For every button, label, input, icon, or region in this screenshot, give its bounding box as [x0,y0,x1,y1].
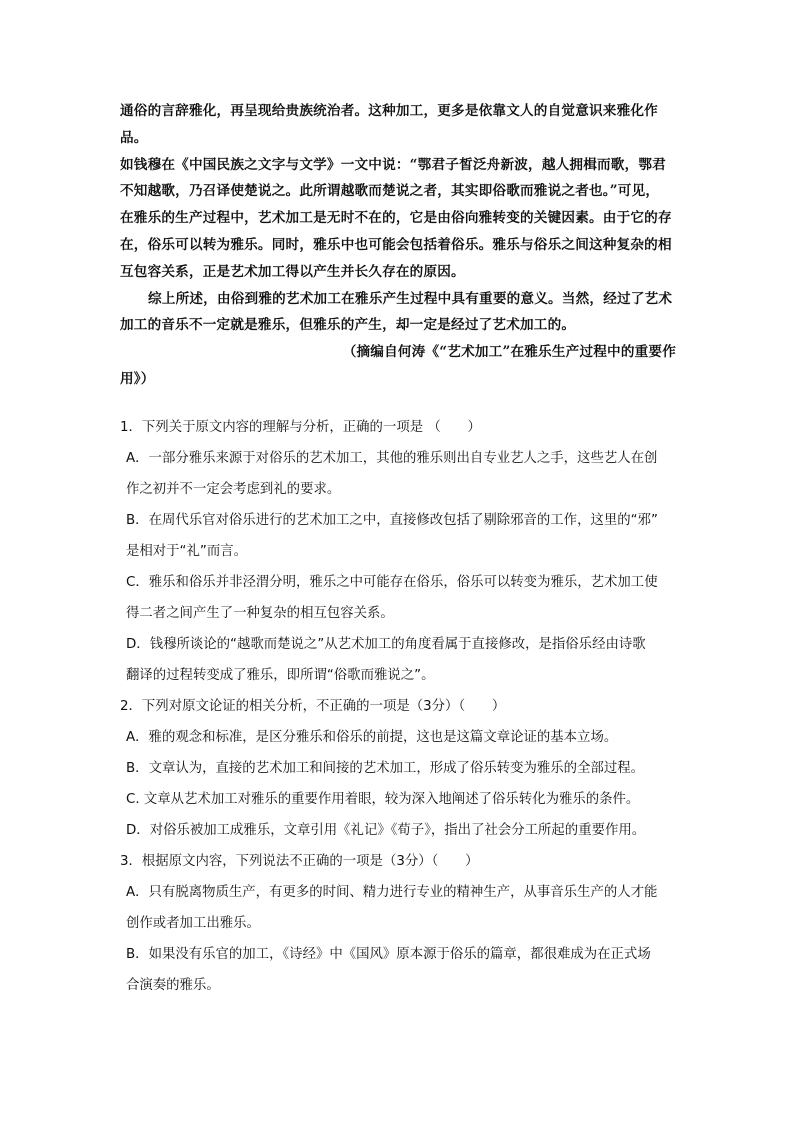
passage-line: 加工的音乐不一定就是雅乐，但雅乐的产生，却一定是经过了艺术加工的。 [120,317,576,334]
option-line: 创作或者加工出雅乐。 [126,916,260,931]
question-stem: 3．根据原文内容，下列说法不正确的一项是（3分）（ ） [120,854,479,869]
passage-line: 互包容关系，正是艺术加工得以产生并长久存在的原因。 [120,263,465,280]
question-option [120,939,680,1001]
passage-line: 综上所述，由俗到雅的艺术加工在雅乐产生过程中具有重要的意义。当然，经过了艺术 [148,290,673,307]
option-line: 翻译的过程转变成了雅乐，即所谓“俗歌而雅说之”。 [126,668,435,683]
question-option [120,877,680,939]
passage-line: 在雅乐的生产过程中，艺术加工是无时不在的，它是由俗向雅转变的关键因素。由于它的存 [120,210,672,227]
passage-line: 通俗的言辞雅化，再呈现给贵族统治者。这种加工，更多是依靠文人的自觉意识来雅化作品。 [120,103,658,146]
question-option [120,629,680,691]
option-line: C. 文章从艺术加工对雅乐的重要作用着眼，较为深入地阐述了俗乐转化为雅乐的条件。 [126,792,640,807]
question-option [120,567,680,629]
question-option [120,784,680,815]
question-option [120,815,680,846]
passage-paragraph [120,98,676,286]
question-stem: 1．下列关于原文内容的理解与分析，正确的一项是 （ ） [120,420,481,435]
option-line: 合演奏的雅乐。 [126,978,220,993]
option-line: D．钱穆所谈论的“越歌而楚说之”从艺术加工的角度看属于直接修改，是指俗乐经由诗歌 [126,637,646,652]
question-option [120,505,680,567]
option-line: A．雅的观念和标准，是区分雅乐和俗乐的前提，这也是这篇文章论证的基本立场。 [126,730,618,745]
passage-source [120,339,676,393]
reading-passage [120,98,676,393]
passage-line: 如钱穆在《中国民族之文字与文学》一文中说：“鄂君子皙泛舟新波，越人拥楫而歌，鄂君 [120,156,666,173]
option-line: B．在周代乐官对俗乐进行的艺术加工之中，直接修改包括了剔除邪音的工作，这里的“邪” [126,513,658,528]
option-line: 得二者之间产生了一种复杂的相互包容关系。 [126,606,394,621]
option-line: B．如果没有乐官的加工，《诗经》中《国风》原本源于俗乐的篇章，都很难成为在正式场 [126,947,651,962]
option-line: C．雅乐和俗乐并非泾渭分明，雅乐之中可能存在俗乐，俗乐可以转变为雅乐，艺术加工使 [126,575,658,590]
question-option [120,753,680,784]
option-line: D．对俗乐被加工成雅乐，文章引用《礼记》《荀子》，指出了社会分工所起的重要作用。 [126,823,646,838]
option-line: 是相对于“礼”而言。 [126,544,247,559]
passage-line: 在，俗乐可以转为雅乐。同时，雅乐中也可能会包括着俗乐。雅乐与俗乐之间这种复杂的相 [120,236,672,253]
option-line: A．一部分雅乐来源于对俗乐的艺术加工，其他的雅乐则出自专业艺人之手，这些艺人在创 [126,451,658,466]
question-stem: 2．下列对原文论证的相关分析，不正确的一项是（3分）（ ） [120,699,506,714]
question-option [120,443,680,505]
passage-paragraph [120,286,676,340]
questions-section [120,412,680,1001]
source-line: （摘编自何涛《“艺术加工”在雅乐生产过程中的重要作 [342,344,676,361]
option-line: 作之初并不一定会考虑到礼的要求。 [126,482,341,497]
option-line: A．只有脱离物质生产，有更多的时间、精力进行专业的精神生产，从事音乐生产的人才能 [126,885,658,900]
source-line: 用》） [120,370,155,387]
passage-line: 不知越歌，乃召译使楚说之。此所谓越歌而楚说之者，其实即俗歌而雅说之者也。”可见， [120,183,660,200]
question-option [120,722,680,753]
option-line: B．文章认为，直接的艺术加工和间接的艺术加工，形成了俗乐转变为雅乐的全部过程。 [126,761,645,776]
